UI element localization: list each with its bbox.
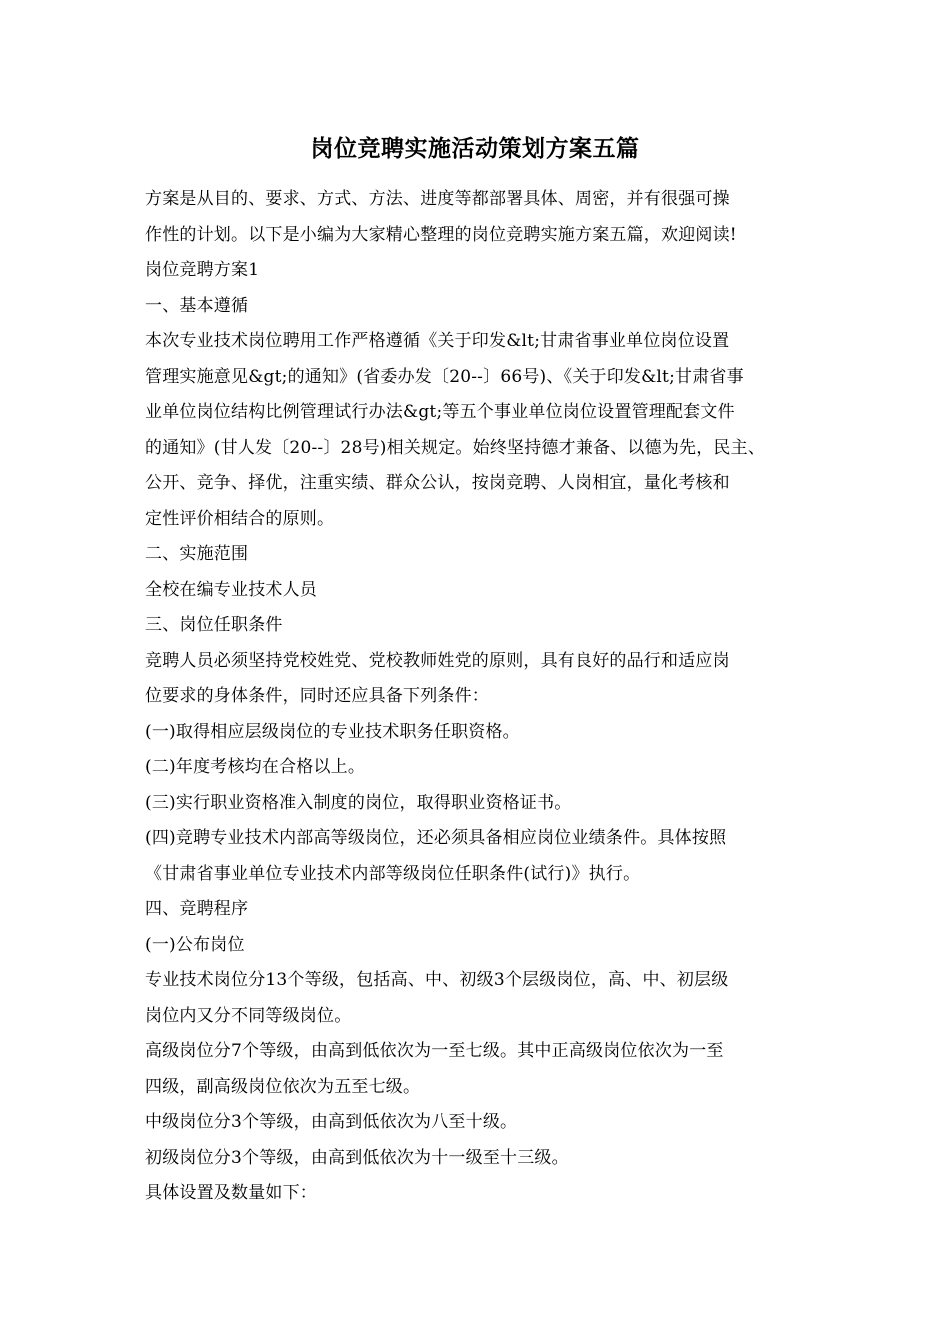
body-line: 位要求的身体条件，同时还应具备下列条件：: [145, 686, 489, 706]
section-heading: 四、竞聘程序: [145, 899, 249, 919]
body-line: 竞聘人员必须坚持党校姓党、党校教师姓党的原则，具有良好的品行和适应岗: [145, 650, 730, 671]
body-line: 《甘肃省事业单位专业技术内部等级岗位任职条件(试行)》执行。: [145, 863, 641, 884]
section-heading: 岗位竞聘方案1: [145, 260, 260, 280]
section-heading: 三、岗位任职条件: [145, 615, 283, 635]
list-item: (四)竞聘专业技术内部高等级岗位，还必须具备相应岗位业绩条件。具体按照: [145, 828, 727, 848]
body-line: 初级岗位分3个等级，由高到低依次为十一级至十三级。: [145, 1147, 569, 1168]
body-line: 作性的计划。以下是小编为大家精心整理的岗位竞聘实施方案五篇，欢迎阅读!: [145, 224, 737, 245]
list-item: (一)公布岗位: [145, 934, 245, 955]
body-line: 公开、竞争、择优，注重实绩、群众公认，按岗竞聘、人岗相宜，量化考核和: [145, 473, 730, 493]
body-line: 本次专业技术岗位聘用工作严格遵循《关于印发&lt;甘肃省事业单位岗位设置: [145, 331, 730, 351]
body-line: 方案是从目的、要求、方式、方法、进度等都部署具体、周密，并有很强可操: [145, 189, 730, 209]
body-line: 的通知》(甘人发〔20--〕28号)相关规定。始终坚持德才兼备、以德为先，民主、: [145, 437, 766, 458]
section-heading: 二、实施范围: [145, 544, 249, 564]
body-line: 高级岗位分7个等级，由高到低依次为一至七级。其中正高级岗位依次为一至: [145, 1041, 724, 1061]
list-item: (三)实行职业资格准入制度的岗位，取得职业资格证书。: [145, 792, 572, 813]
document-title: 岗位竞聘实施活动策划方案五篇: [310, 135, 640, 162]
body-line: 具体设置及数量如下：: [145, 1183, 317, 1203]
body-line: 全校在编专业技术人员: [145, 579, 317, 600]
body-line: 中级岗位分3个等级，由高到低依次为八至十级。: [145, 1112, 518, 1132]
list-item: (二)年度考核均在合格以上。: [145, 757, 366, 777]
body-line: 管理实施意见&gt;的通知》(省委办发〔20--〕66号)、《关于印发&lt;甘肃省事: [145, 366, 744, 387]
section-heading: 一、基本遵循: [145, 295, 249, 316]
list-item: (一)取得相应层级岗位的专业技术职务任职资格。: [145, 721, 520, 742]
document-body: [145, 182, 815, 1212]
body-line: 专业技术岗位分13个等级，包括高、中、初级3个层级岗位，高、中、初层级: [145, 970, 729, 990]
body-line: 四级，副高级岗位依次为五至七级。: [145, 1076, 421, 1097]
body-line: 业单位岗位结构比例管理试行办法&gt;等五个事业单位岗位设置管理配套文件: [145, 402, 735, 422]
body-line: 岗位内又分不同等级岗位。: [145, 1005, 352, 1026]
body-line: 定性评价相结合的原则。: [145, 508, 335, 529]
